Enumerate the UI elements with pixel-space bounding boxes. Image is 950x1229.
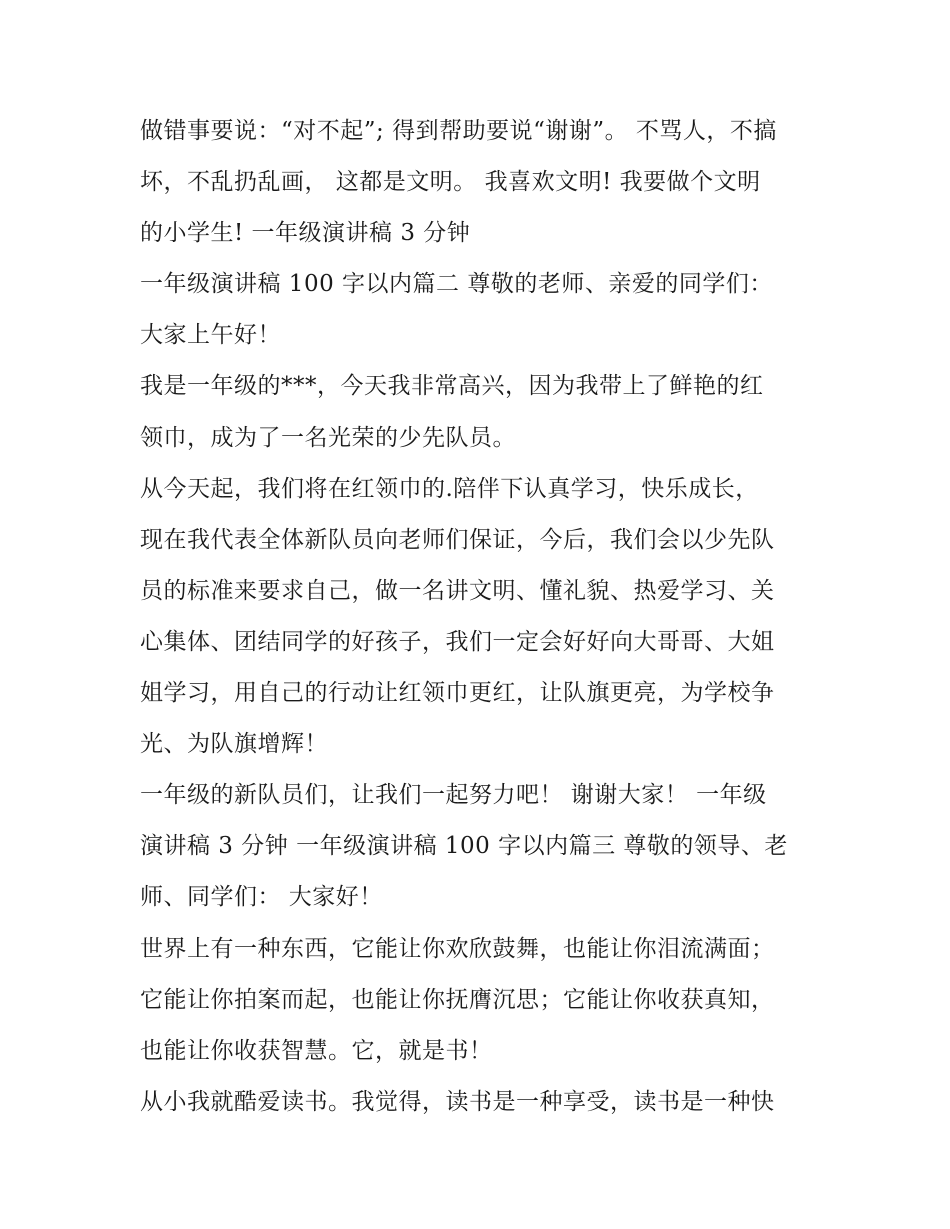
text-line: 从今天起，我们将在红领巾的.陪伴下认真学习，快乐成长， — [140, 475, 759, 502]
text-line: 员的标准来要求自己，做一名讲文明、懂礼貌、热爱学习、关 — [140, 577, 775, 604]
text-line: 现在我代表全体新队员向老师们保证，今后，我们会以少先队 — [140, 526, 775, 553]
text-line: 领巾，成为了一名光荣的少先队员。 — [140, 424, 516, 451]
text-line: 从小我就酷爱读书。我觉得，读书是一种享受，读书是一种快 — [140, 1088, 775, 1115]
text-line: 它能让你拍案而起，也能让你抚膺沉思；它能让你收获真知， — [140, 986, 775, 1013]
text-line: 做错事要说：“对不起”; 得到帮助要说“谢谢”。 不骂人，不搞 — [140, 118, 777, 144]
text-line: 演讲稿 3 分钟 一年级演讲稿 100 字以内篇三 尊敬的领导、老 — [140, 833, 788, 860]
text-line: 心集体、团结同学的好孩子，我们一定会好好向大哥哥、大姐 — [140, 628, 775, 655]
text-line: 也能让你收获智慧。它，就是书！ — [140, 1037, 493, 1064]
text-line: 光、为队旗增辉！ — [140, 731, 328, 758]
text-line: 的小学生! 一年级演讲稿 3 分钟 — [140, 220, 471, 247]
text-line: 大家上午好！ — [140, 322, 281, 349]
text-line: 坏，不乱扔乱画， 这都是文明。 我喜欢文明! 我要做个文明 — [140, 169, 761, 196]
text-line: 姐学习，用自己的行动让红领巾更红，让队旗更亮，为学校争 — [140, 680, 775, 707]
text-line: 我是一年级的***，今天我非常高兴，因为我带上了鲜艳的红 — [140, 373, 764, 400]
text-line: 师、同学们： 大家好！ — [140, 884, 383, 911]
text-line: 世界上有一种东西，它能让你欢欣鼓舞，也能让你泪流满面； — [140, 935, 775, 962]
text-line: 一年级演讲稿 100 字以内篇二 尊敬的老师、亲爱的同学们： — [140, 271, 773, 298]
text-line: 一年级的新队员们，让我们一起努力吧！ 谢谢大家！ 一年级 — [140, 782, 767, 809]
document-body — [140, 106, 830, 1128]
